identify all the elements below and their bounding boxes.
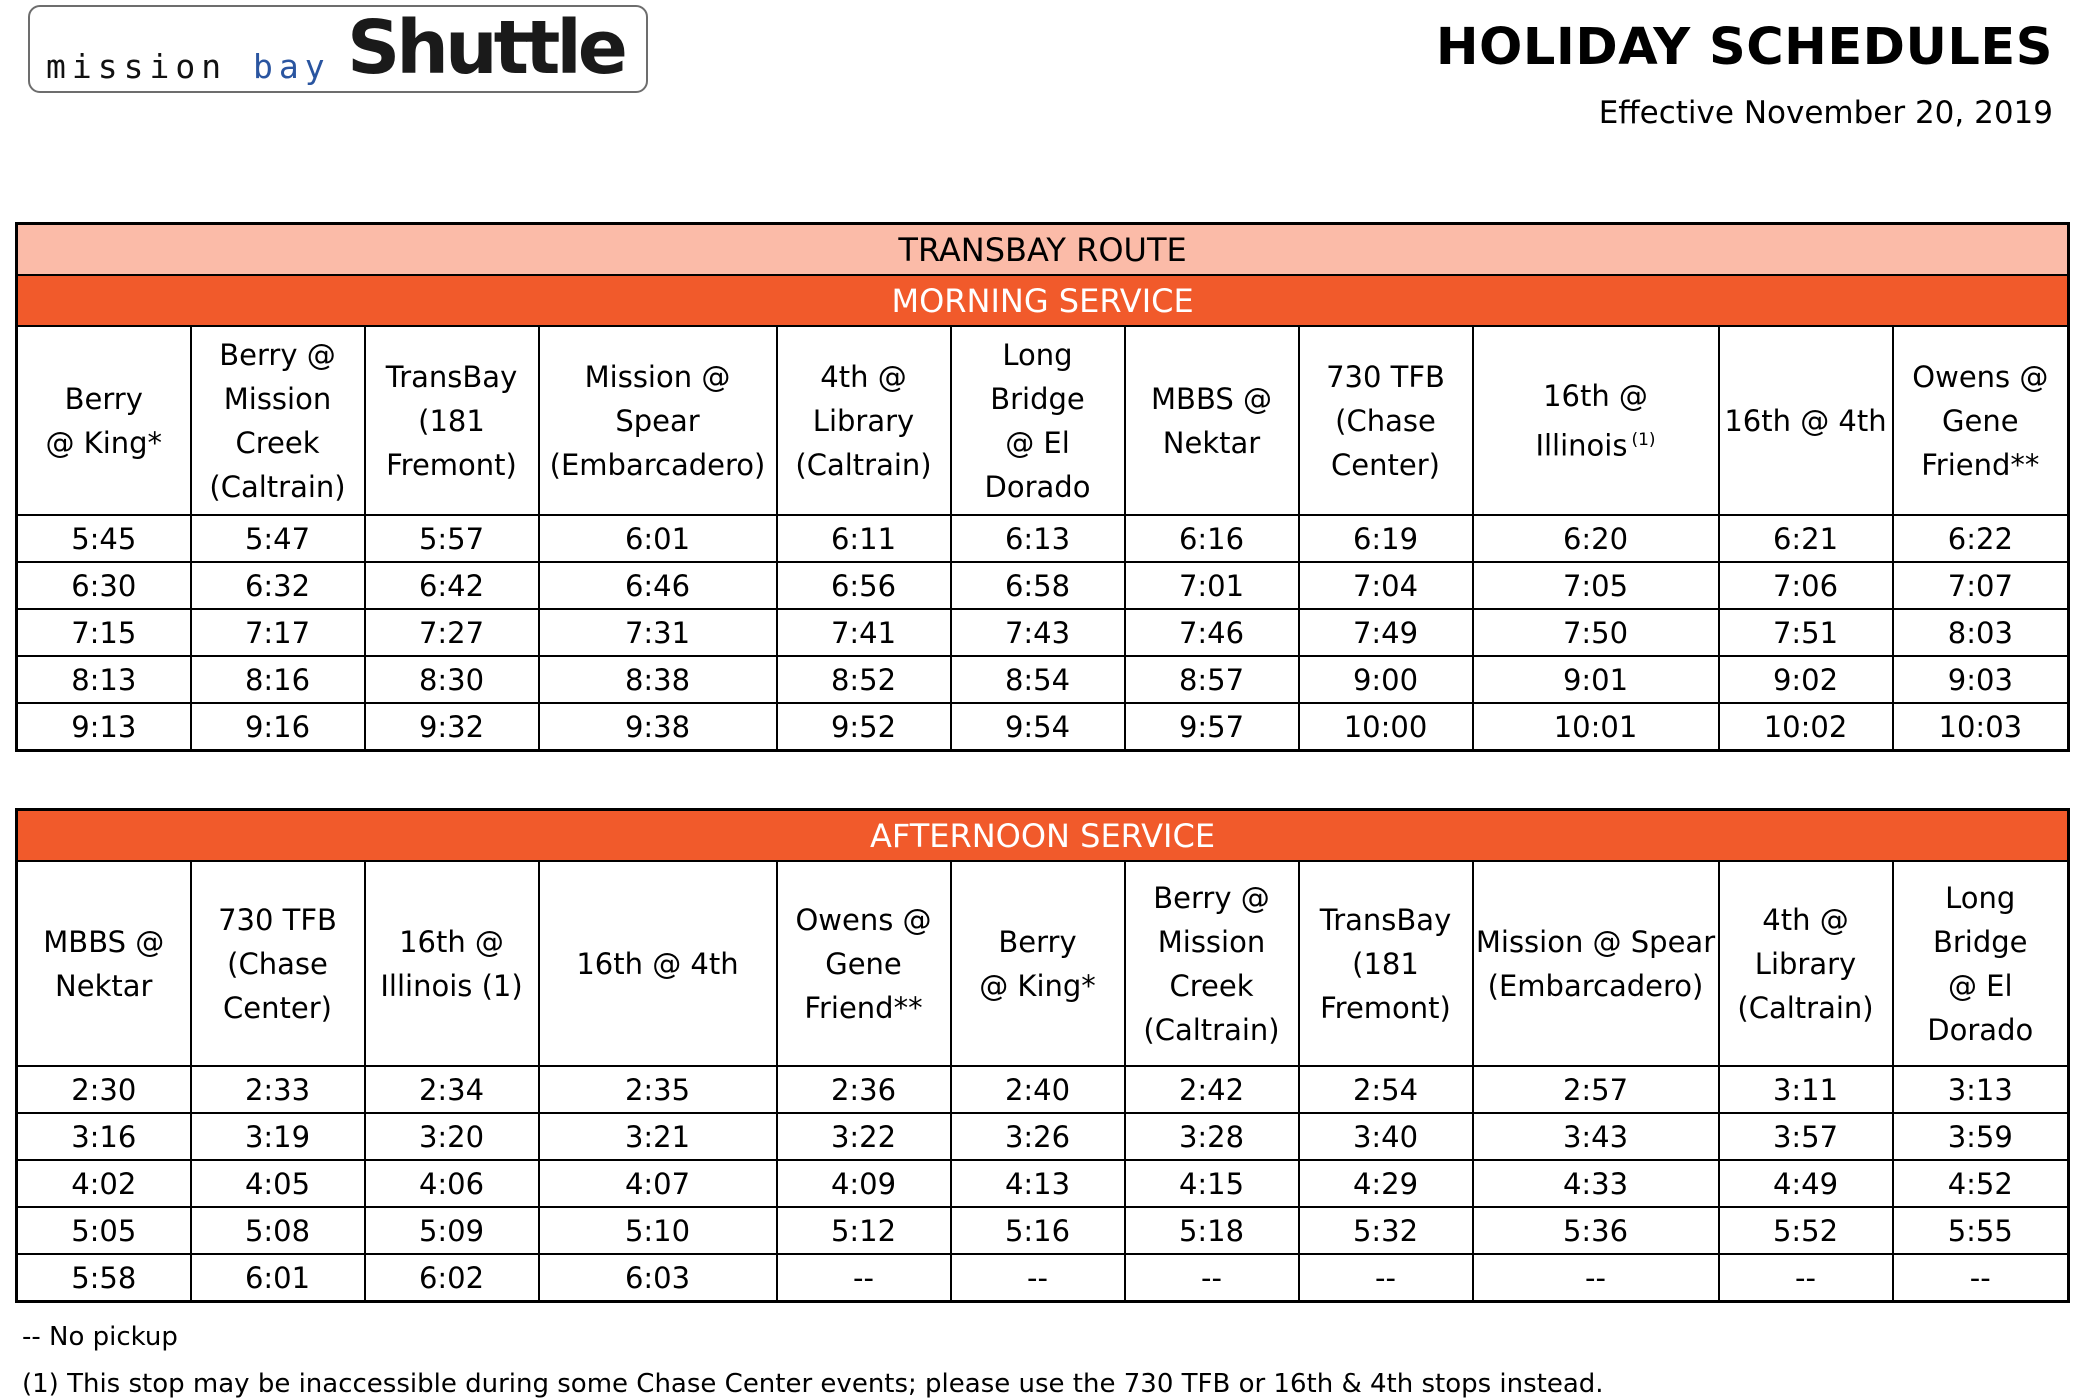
stop-header-label: Long Bridge @ El Dorado: [1927, 880, 2034, 1047]
time-cell: 3:16: [17, 1113, 191, 1160]
time-cell: 8:54: [951, 656, 1125, 703]
table-row: [17, 1113, 2069, 1160]
time-cell: 3:43: [1473, 1113, 1719, 1160]
time-cell: 10:00: [1299, 703, 1473, 751]
stop-header-label: 4th @ Library (Caltrain): [1737, 902, 1874, 1025]
time-cell: 10:01: [1473, 703, 1719, 751]
time-cell: 5:08: [191, 1207, 365, 1254]
logo-text-bay: bay: [252, 47, 331, 86]
stop-header: [1299, 326, 1473, 515]
time-cell: 5:18: [1125, 1207, 1299, 1254]
time-cell: 6:11: [777, 515, 951, 562]
table-row: [17, 1160, 2069, 1207]
time-cell: 4:15: [1125, 1160, 1299, 1207]
time-cell: 8:13: [17, 656, 191, 703]
stop-header: [1299, 861, 1473, 1066]
time-cell: 8:30: [365, 656, 539, 703]
stop-header-label: 16th @ 4th: [576, 946, 739, 981]
time-cell: 8:03: [1893, 609, 2069, 656]
stop-header: [1893, 861, 2069, 1066]
time-cell: 4:07: [539, 1160, 777, 1207]
time-cell: 5:45: [17, 515, 191, 562]
time-cell: 3:21: [539, 1113, 777, 1160]
time-cell: --: [777, 1254, 951, 1302]
table-row: [17, 1066, 2069, 1113]
time-cell: 6:56: [777, 562, 951, 609]
time-cell: 9:13: [17, 703, 191, 751]
time-cell: --: [1299, 1254, 1473, 1302]
stop-header: [1893, 326, 2069, 515]
time-cell: 9:16: [191, 703, 365, 751]
time-cell: --: [1473, 1254, 1719, 1302]
time-cell: 7:50: [1473, 609, 1719, 656]
time-cell: 6:19: [1299, 515, 1473, 562]
time-cell: 4:33: [1473, 1160, 1719, 1207]
stop-header-label: MBBS @ Nektar: [43, 924, 165, 1003]
time-cell: 7:01: [1125, 562, 1299, 609]
time-cell: 4:13: [951, 1160, 1125, 1207]
stop-header: [951, 326, 1125, 515]
table-row: [17, 1207, 2069, 1254]
stop-header: [777, 326, 951, 515]
morning-times-body: [17, 515, 2069, 751]
time-cell: 5:58: [17, 1254, 191, 1302]
time-cell: 5:57: [365, 515, 539, 562]
time-cell: 2:40: [951, 1066, 1125, 1113]
morning-schedule-table: [15, 222, 2070, 752]
time-cell: 5:36: [1473, 1207, 1719, 1254]
time-cell: 7:15: [17, 609, 191, 656]
time-cell: 6:21: [1719, 515, 1893, 562]
time-cell: 2:57: [1473, 1066, 1719, 1113]
time-cell: 9:03: [1893, 656, 2069, 703]
stop-header-label: 730 TFB (Chase Center): [218, 902, 337, 1025]
stop-footnote-marker: (1): [1631, 429, 1656, 450]
morning-service-title: MORNING SERVICE: [17, 275, 2069, 326]
time-cell: 7:49: [1299, 609, 1473, 656]
stop-header: [777, 861, 951, 1066]
logo-text-mission: mission: [46, 47, 228, 86]
stop-header: [951, 861, 1125, 1066]
time-cell: 6:01: [539, 515, 777, 562]
time-cell: 6:58: [951, 562, 1125, 609]
time-cell: 9:00: [1299, 656, 1473, 703]
time-cell: 8:57: [1125, 656, 1299, 703]
time-cell: 7:51: [1719, 609, 1893, 656]
stop-header-label: 4th @ Library (Caltrain): [795, 359, 932, 482]
stop-header-label: Berry @ King*: [979, 924, 1096, 1003]
time-cell: 3:11: [1719, 1066, 1893, 1113]
mission-bay-shuttle-logo: [28, 5, 648, 93]
time-cell: 4:52: [1893, 1160, 2069, 1207]
afternoon-service-title: AFTERNOON SERVICE: [17, 810, 2069, 862]
afternoon-times-body: [17, 1066, 2069, 1302]
time-cell: 6:32: [191, 562, 365, 609]
stop-header-label: Mission @ Spear (Embarcadero): [1475, 924, 1716, 1003]
time-cell: 3:19: [191, 1113, 365, 1160]
time-cell: 10:02: [1719, 703, 1893, 751]
time-cell: 3:20: [365, 1113, 539, 1160]
stop-header: [539, 861, 777, 1066]
time-cell: 4:49: [1719, 1160, 1893, 1207]
table-row: [17, 1254, 2069, 1302]
effective-date: Effective November 20, 2019: [1598, 95, 2053, 131]
table-row: [17, 656, 2069, 703]
time-cell: 7:04: [1299, 562, 1473, 609]
stop-header: [539, 326, 777, 515]
time-cell: 5:09: [365, 1207, 539, 1254]
time-cell: 9:02: [1719, 656, 1893, 703]
time-cell: 5:10: [539, 1207, 777, 1254]
afternoon-stop-header-row: [17, 861, 2069, 1066]
time-cell: 2:30: [17, 1066, 191, 1113]
time-cell: 7:31: [539, 609, 777, 656]
time-cell: 3:28: [1125, 1113, 1299, 1160]
time-cell: 5:05: [17, 1207, 191, 1254]
time-cell: 4:29: [1299, 1160, 1473, 1207]
time-cell: 3:57: [1719, 1113, 1893, 1160]
stop-header: [365, 326, 539, 515]
logo-text-shuttle: Shuttle: [347, 5, 624, 91]
time-cell: 6:02: [365, 1254, 539, 1302]
time-cell: 5:47: [191, 515, 365, 562]
stop-header-label: Long Bridge @ El Dorado: [984, 337, 1091, 504]
stop-header: [1125, 861, 1299, 1066]
time-cell: --: [951, 1254, 1125, 1302]
page-title: HOLIDAY SCHEDULES: [1435, 18, 2053, 77]
time-cell: 7:07: [1893, 562, 2069, 609]
stop-header: [1719, 326, 1893, 515]
stop-header: [17, 861, 191, 1066]
stop-header-label: 16th @ Illinois (1): [380, 924, 523, 1003]
time-cell: 7:43: [951, 609, 1125, 656]
time-cell: 5:55: [1893, 1207, 2069, 1254]
time-cell: 2:33: [191, 1066, 365, 1113]
stop-header-label: 730 TFB (Chase Center): [1326, 359, 1445, 482]
table-row: [17, 703, 2069, 751]
stop-header-label: 16th @ Illinois: [1535, 378, 1648, 463]
time-cell: 7:17: [191, 609, 365, 656]
time-cell: 5:52: [1719, 1207, 1893, 1254]
stop-header-label: Owens @ Gene Friend**: [1912, 359, 2049, 482]
time-cell: 9:54: [951, 703, 1125, 751]
time-cell: 4:02: [17, 1160, 191, 1207]
stop-header: [1125, 326, 1299, 515]
stop-header-label: Berry @ Mission Creek (Caltrain): [1143, 880, 1280, 1047]
time-cell: 4:09: [777, 1160, 951, 1207]
time-cell: 2:42: [1125, 1066, 1299, 1113]
time-cell: 3:13: [1893, 1066, 2069, 1113]
time-cell: --: [1719, 1254, 1893, 1302]
time-cell: 5:16: [951, 1207, 1125, 1254]
morning-stop-header-row: [17, 326, 2069, 515]
time-cell: 2:54: [1299, 1066, 1473, 1113]
time-cell: 6:30: [17, 562, 191, 609]
route-title: TRANSBAY ROUTE: [17, 224, 2069, 276]
stop-header-label: 16th @ 4th: [1724, 403, 1887, 438]
time-cell: 9:38: [539, 703, 777, 751]
time-cell: 6:42: [365, 562, 539, 609]
time-cell: 7:27: [365, 609, 539, 656]
time-cell: 3:59: [1893, 1113, 2069, 1160]
stop-header-label: TransBay (181 Fremont): [1319, 902, 1452, 1025]
footnote-chase-center: (1) This stop may be inaccessible during some Chase Center events; please use the 730 TFB or 16th & 4th stops instead.: [22, 1369, 1604, 1399]
time-cell: 2:34: [365, 1066, 539, 1113]
time-cell: --: [1893, 1254, 2069, 1302]
logo-wordmark-mission: [46, 47, 331, 86]
stop-header: [1473, 326, 1719, 515]
stop-header: [17, 326, 191, 515]
stop-header-label: Mission @ Spear (Embarcadero): [549, 359, 766, 482]
stop-header: [365, 861, 539, 1066]
time-cell: 10:03: [1893, 703, 2069, 751]
time-cell: 4:06: [365, 1160, 539, 1207]
time-cell: 6:13: [951, 515, 1125, 562]
time-cell: 7:46: [1125, 609, 1299, 656]
time-cell: 6:20: [1473, 515, 1719, 562]
footnote-no-pickup: -- No pickup: [22, 1322, 178, 1352]
stop-header-label: MBBS @ Nektar: [1151, 381, 1272, 460]
time-cell: 2:35: [539, 1066, 777, 1113]
stop-header: [191, 861, 365, 1066]
time-cell: 8:52: [777, 656, 951, 703]
time-cell: 6:01: [191, 1254, 365, 1302]
time-cell: 9:32: [365, 703, 539, 751]
time-cell: 3:40: [1299, 1113, 1473, 1160]
time-cell: --: [1125, 1254, 1299, 1302]
stop-header-label: Berry @ King*: [45, 381, 163, 460]
stop-header: [1719, 861, 1893, 1066]
time-cell: 9:01: [1473, 656, 1719, 703]
stop-header: [1473, 861, 1719, 1066]
stop-header-label: Berry @ Mission Creek (Caltrain): [209, 337, 346, 504]
table-row: [17, 515, 2069, 562]
time-cell: 2:36: [777, 1066, 951, 1113]
time-cell: 6:46: [539, 562, 777, 609]
time-cell: 8:38: [539, 656, 777, 703]
stop-header-label: TransBay (181 Fremont): [385, 359, 518, 482]
time-cell: 7:05: [1473, 562, 1719, 609]
stop-header: [191, 326, 365, 515]
time-cell: 3:22: [777, 1113, 951, 1160]
time-cell: 6:22: [1893, 515, 2069, 562]
time-cell: 5:32: [1299, 1207, 1473, 1254]
time-cell: 9:57: [1125, 703, 1299, 751]
time-cell: 7:41: [777, 609, 951, 656]
time-cell: 8:16: [191, 656, 365, 703]
time-cell: 4:05: [191, 1160, 365, 1207]
time-cell: 6:16: [1125, 515, 1299, 562]
time-cell: 9:52: [777, 703, 951, 751]
time-cell: 3:26: [951, 1113, 1125, 1160]
table-row: [17, 609, 2069, 656]
afternoon-schedule-table: [15, 808, 2070, 1303]
table-row: [17, 562, 2069, 609]
time-cell: 5:12: [777, 1207, 951, 1254]
time-cell: 6:03: [539, 1254, 777, 1302]
time-cell: 7:06: [1719, 562, 1893, 609]
stop-header-label: Owens @ Gene Friend**: [795, 902, 932, 1025]
